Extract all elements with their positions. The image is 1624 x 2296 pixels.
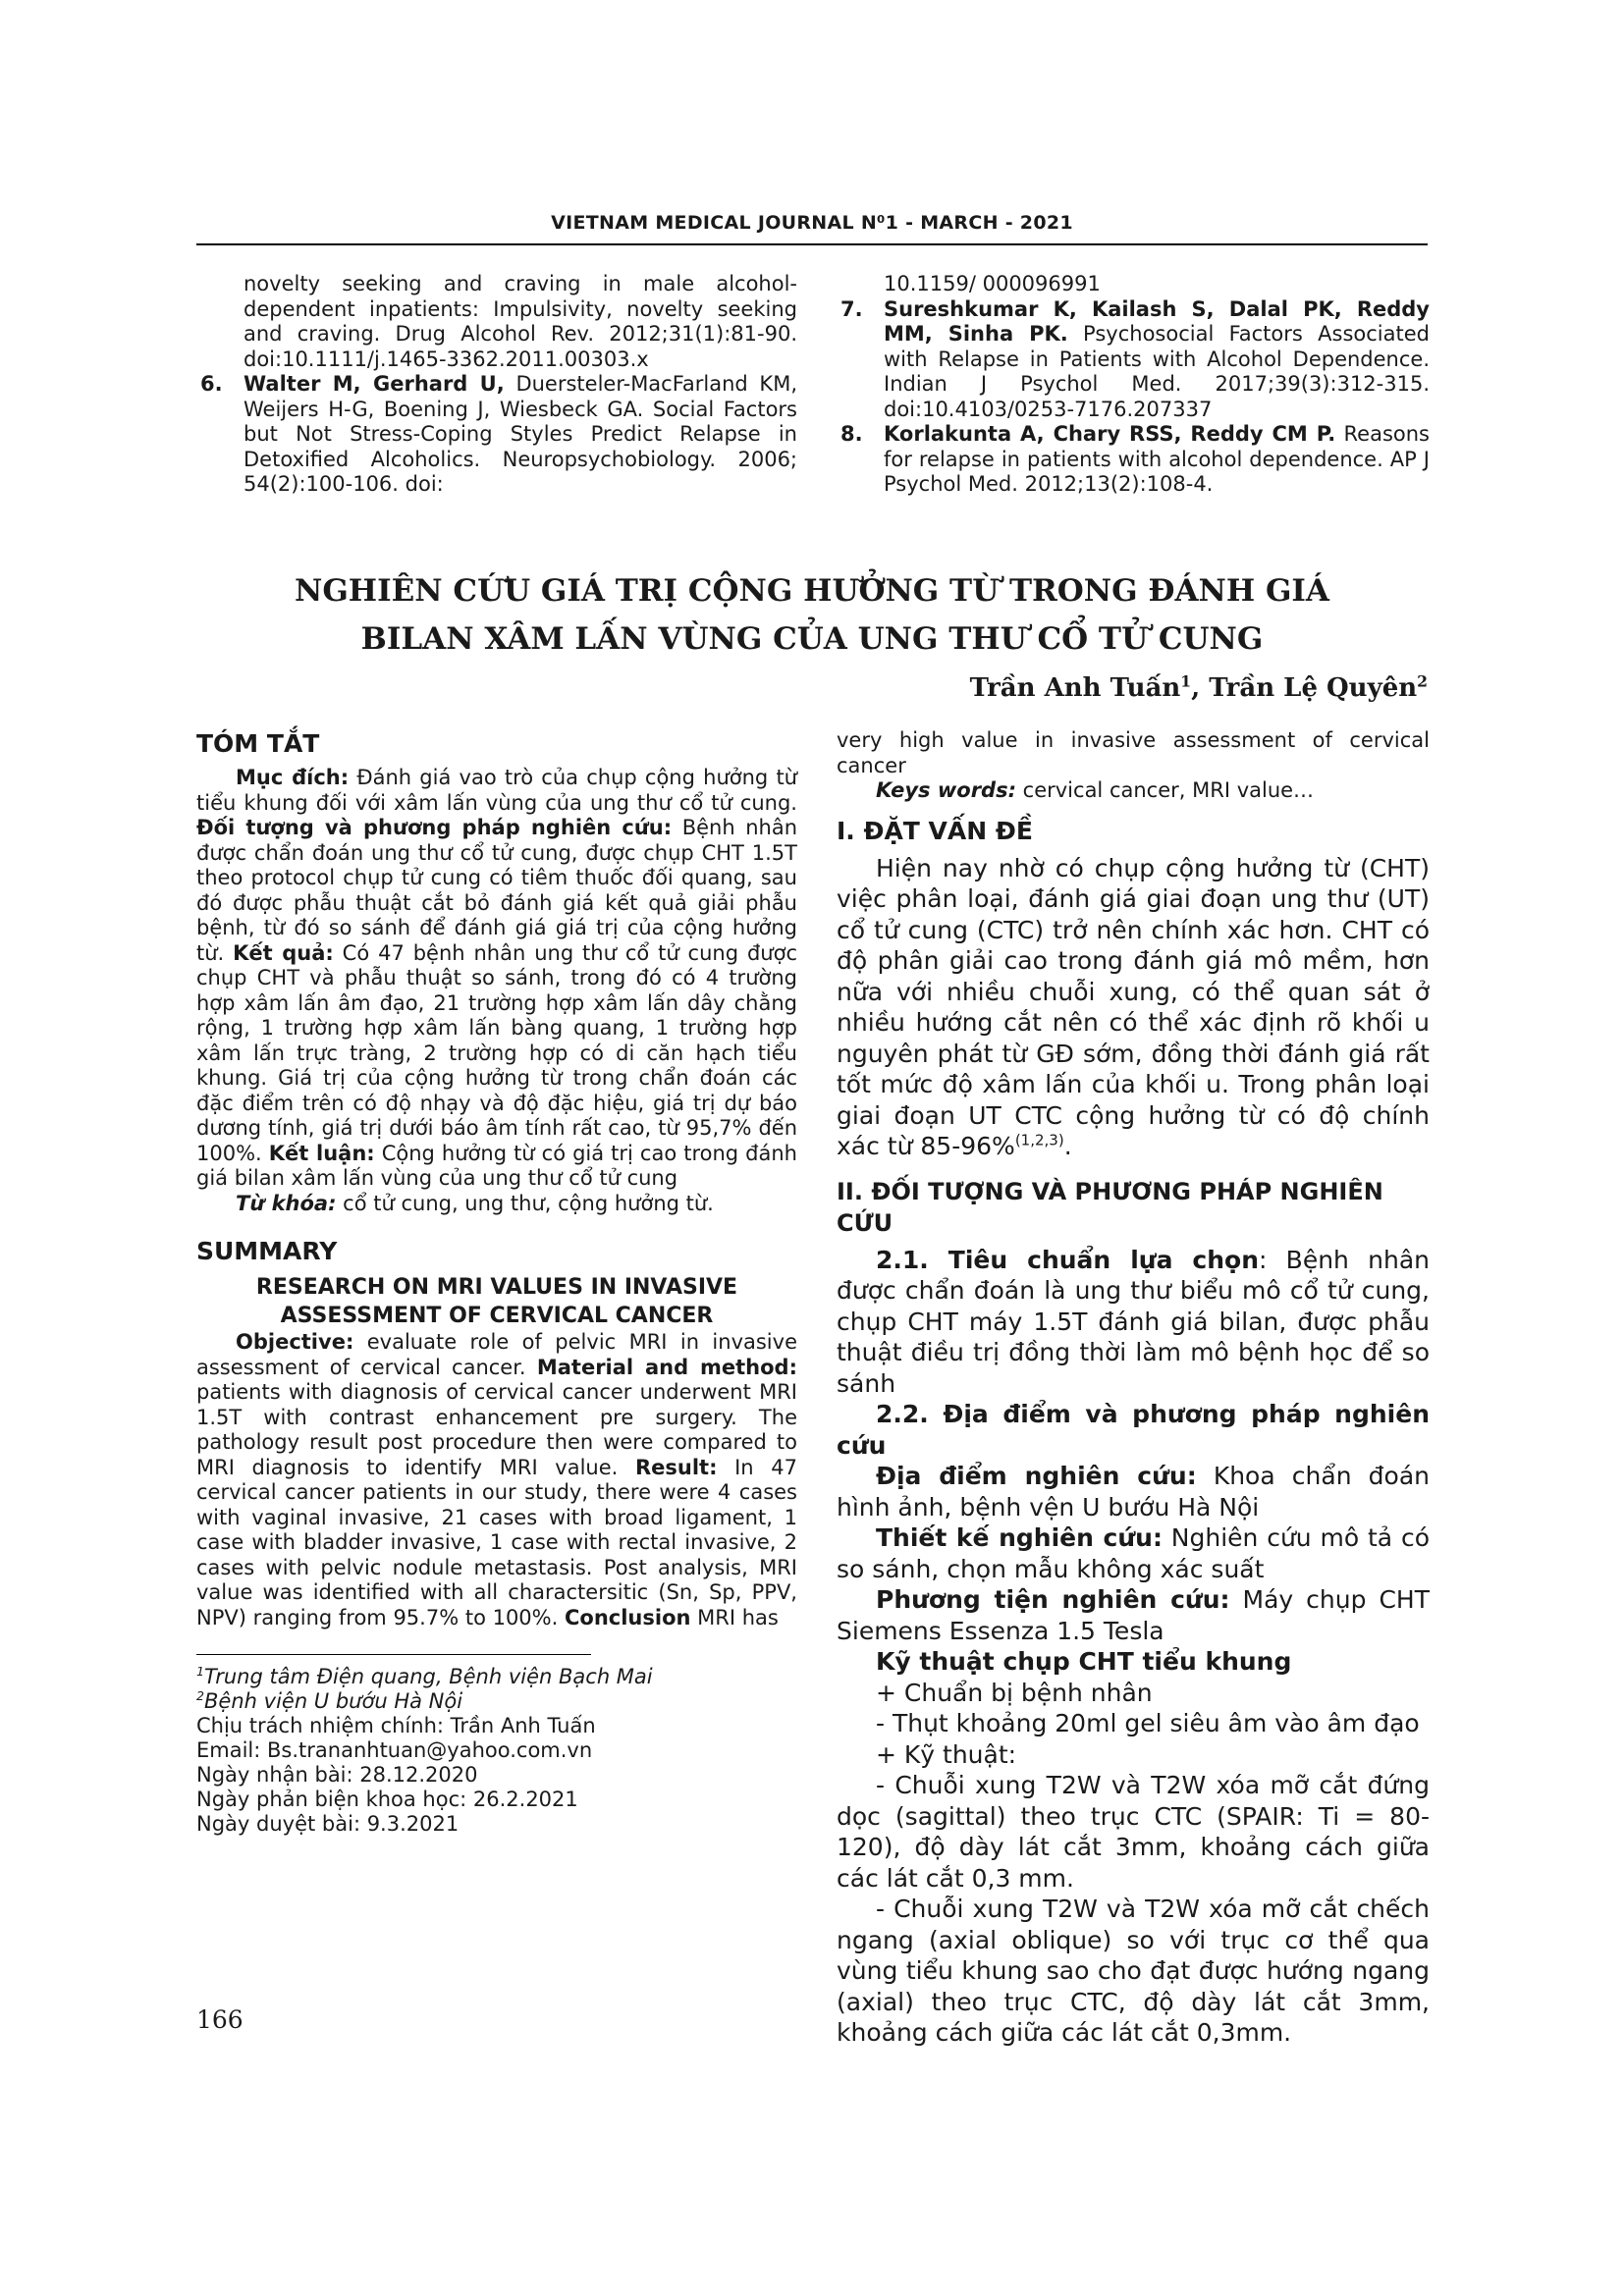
header-rule xyxy=(196,243,1428,245)
author-1: Trần Anh Tuấn xyxy=(969,673,1181,703)
reference-body: Reasons for relapse in patients with alcohol dependence. AP J Psychol Med. 2012;13(2):108-4. xyxy=(884,422,1430,496)
references-right xyxy=(837,272,1430,498)
reference-text xyxy=(244,372,797,498)
section-1-text: Hiện nay nhờ có chụp cộng hưởng từ (CHT) việc phân loại, đánh giá giai đoạn ung thư (UT) cổ tử cung (CTC) trở nên chính xác hơn. CHT có độ phân giải cao trong đánh giá mô mềm, hơn nữa với nhiều chuỗi xung, có thể quan sát ở nhiều hướng cắt nên có thể xác định rõ khối u nguyên phát từ GĐ sớm, đồng thời đánh giá rất tốt mức độ xâm lấn của khối u. Trong phân loại giai đoạn UT CTC cộng hưởng từ có độ chính xác từ 85-96% xyxy=(837,853,1430,1160)
summary-title-line-2: ASSESSMENT OF CERVICAL CANCER xyxy=(280,1304,714,1328)
reference-text xyxy=(884,297,1430,423)
technique-item: - Thụt khoảng 20ml gel siêu âm vào âm đạo xyxy=(876,1709,1420,1737)
summary-label: Result: xyxy=(634,1455,718,1479)
reference-continuation: 10.1159/ 000096991 xyxy=(884,272,1101,295)
author-2-affiliation: 2 xyxy=(1417,671,1428,691)
reference-number: 6. xyxy=(200,372,223,396)
footnote-marker: 1 xyxy=(196,1664,205,1679)
author-separator: , xyxy=(1191,673,1210,703)
footnote-affiliation-2 xyxy=(196,1689,797,1714)
abstract-text: Đánh giá vao trò của chụp cộng hưởng từ tiểu khung đối với xâm lấn vùng của ung thư cổ tử cung. xyxy=(196,766,797,815)
summary-text: MRI has xyxy=(690,1605,779,1629)
technique-item: + Chuẩn bị bệnh nhân xyxy=(876,1678,1153,1707)
summary-text: evaluate role of pelvic MRI in invasive assessment of cervical cancer. xyxy=(196,1330,797,1379)
abstract-label: Mục đích: xyxy=(236,766,350,789)
keywords-text: cổ tử cung, ung thư, cộng hưởng từ. xyxy=(336,1191,714,1215)
field-label: Phương tiện nghiên cứu: xyxy=(876,1585,1230,1614)
summary-label: Conclusion xyxy=(564,1605,691,1629)
abstract-label: Kết luận: xyxy=(268,1141,375,1165)
subsection-label: 2.1. Tiêu chuẩn lựa chọn xyxy=(876,1245,1260,1274)
study-equipment xyxy=(837,1584,1430,1646)
summary-label: Objective: xyxy=(236,1330,354,1354)
section-2-1 xyxy=(837,1245,1430,1400)
title-line-2: BILAN XÂM LẤN VÙNG CỦA UNG THƯ CỔ TỬ CUNG xyxy=(360,621,1264,657)
footnote-text: Trung tâm Điện quang, Bệnh viện Bạch Mai xyxy=(204,1665,653,1688)
abstract-heading: TÓM TẮT xyxy=(196,729,320,758)
right-column xyxy=(837,728,1430,2049)
footnote-reviewed: Ngày phản biện khoa học: 26.2.2021 xyxy=(196,1788,578,1811)
reference-number: 7. xyxy=(840,296,863,321)
subsection-heading: 2.2. Địa điểm và phương pháp nghiên cứu xyxy=(837,1400,1430,1460)
field-text: Khoa chẩn đoán hình ảnh, bệnh vện U bướu Hà Nội xyxy=(837,1462,1430,1522)
summary-title-line-1: RESEARCH ON MRI VALUES IN INVASIVE xyxy=(255,1275,738,1300)
summary-heading: SUMMARY xyxy=(196,1237,338,1265)
summary-label: Material and method: xyxy=(536,1355,797,1379)
reference-continuation: novelty seeking and craving in male alcohol-dependent inpatients: Impulsivity, novelty seeking and craving. Drug Alcohol Rev. 2012;31(1):81-90. doi:10.1111/j.1465-3362.2011.00303.x xyxy=(244,272,797,371)
abstract-text: Có 47 bệnh nhân ung thư cổ tử cung được chụp CHT và phẫu thuật so sánh, trong đó có 4 trường hợp xâm lấn âm đạo, 21 trường hợp xâm lấn dây chằng rộng, 1 trường hợp xâm lấn bàng quang, 1 trường hợp xâm lấn trực tràng, 2 trường hợp có di căn hạch tiểu khung. Giá trị của cộng hưởng từ trong chẩn đoán các đặc điểm trên có độ nhạy và độ đặc hiệu, giá trị dự báo dương tính, giá trị dưới báo âm tính rất cao, từ 95,7% đến 100%. xyxy=(196,940,797,1165)
running-header xyxy=(196,212,1428,245)
section-1-heading: I. ĐẶT VẤN ĐỀ xyxy=(837,816,1033,845)
reference-body: Duersteler-MacFarland KM, Weijers H-G, Boening J, Wiesbeck GA. Social Factors but Not Stress-Coping Styles Predict Relapse in Detoxified Alcoholics. Neuropsychobiology. 2006; 54(2):100-106. doi: xyxy=(244,372,797,496)
study-design xyxy=(837,1522,1430,1584)
keywords-en xyxy=(837,778,1430,804)
summary-text: patients with diagnosis of cervical cancer underwent MRI 1.5T with contrast enhancement pre surgery. The pathology result post procedure then were compared to MRI diagnosis to identify MRI value. xyxy=(196,1380,797,1479)
footnote-rule xyxy=(196,1654,591,1655)
summary-title xyxy=(196,1273,797,1330)
footnote-marker: 2 xyxy=(196,1688,205,1703)
reference-text xyxy=(884,422,1430,498)
page-number: 166 xyxy=(196,2005,244,2034)
footnote-received: Ngày nhận bài: 28.12.2020 xyxy=(196,1763,478,1787)
abstract-text: Cộng hưởng từ có giá trị cao trong đánh giá bilan xâm lấn vùng của ung thư cổ tử cung xyxy=(196,1141,797,1190)
summary-paragraph xyxy=(196,1330,797,1630)
citation-marker: (1,2,3) xyxy=(1014,1131,1064,1149)
field-label: Thiết kế nghiên cứu: xyxy=(876,1523,1163,1552)
title-line-1: NGHIÊN CỨU GIÁ TRỊ CỘNG HƯỞNG TỪ TRONG ĐÁNH GIÁ xyxy=(295,573,1329,609)
references-left xyxy=(196,272,797,498)
author-1-affiliation: 1 xyxy=(1180,671,1192,691)
abstract-paragraph xyxy=(196,766,797,1192)
reference-authors: Walter M, Gerhard U, xyxy=(244,372,505,396)
abstract-label: Kết quả: xyxy=(233,940,334,965)
subsection-text: : Bệnh nhân được chẩn đoán là ung thư biểu mô cổ tử cung, chụp CHT máy 1.5T đánh giá bilan, được phẫu thuật điều trị đồng thời làm mô bệnh học để so sánh xyxy=(837,1245,1430,1398)
journal-header: VIETNAM MEDICAL JOURNAL N⁰1 - MARCH - 2021 xyxy=(551,212,1073,234)
field-text: Nghiên cứu mô tả có so sánh, chọn mẫu không xác suất xyxy=(837,1523,1430,1583)
section-1-paragraph xyxy=(837,853,1430,1162)
reference-authors: Sureshkumar K, Kailash S, Dalal PK, Reddy MM, Sinha PK. xyxy=(884,296,1430,346)
footnote-text: Bệnh viện U bướu Hà Nội xyxy=(204,1689,463,1713)
keywords-label: Keys words: xyxy=(876,778,1016,802)
reference-7 xyxy=(837,297,1430,423)
technique-heading xyxy=(837,1646,1430,1678)
footnote-accepted: Ngày duyệt bài: 9.3.2021 xyxy=(196,1812,460,1836)
technique-item: + Kỹ thuật: xyxy=(876,1739,1017,1769)
field-label: Địa điểm nghiên cứu: xyxy=(876,1462,1197,1490)
article-title xyxy=(196,567,1428,664)
summary-text: In 47 cervical cancer patients in our study, there were 4 cases with vaginal invasive, 21 cases with broad ligament, 1 case with bladder invasive, 1 case with rectal invasive, 2 cases with pelvic nodule metastasis. Post analysis, MRI value was identified with all charactersitic (Sn, Sp, PPV, NPV) ranging from 95.7% to 100%. xyxy=(196,1455,797,1629)
summary-continuation: very high value in invasive assessment of cervical cancer xyxy=(837,728,1430,777)
reference-8 xyxy=(837,422,1430,498)
abstract-text: Bệnh nhân được chẩn đoán ung thư cổ tử cung, được chụp CHT 1.5T theo protocol chụp tử cung có tiêm thuốc đối quang, sau đó được phẫu thuật cắt bỏ đánh giá kết quả giải phẫu bệnh, từ đó so sánh để đánh giá giá trị của cộng hưởng từ. xyxy=(196,816,798,965)
author-2: Trần Lệ Quyên xyxy=(1209,673,1418,703)
authors xyxy=(970,673,1428,703)
reference-6 xyxy=(196,372,797,498)
keywords-vi xyxy=(196,1192,797,1217)
study-location xyxy=(837,1461,1430,1522)
section-2-heading: II. ĐỐI TƯỢNG VÀ PHƯƠNG PHÁP NGHIÊN CỨU xyxy=(837,1177,1383,1237)
technique-item: - Chuỗi xung T2W và T2W xóa mỡ cắt đứng dọc (sagittal) theo trục CTC (SPAIR: Ti = 80-120), độ dày lát cắt 3mm, khoảng cách giữa các lát cắt 0,3 mm. xyxy=(837,1771,1430,1893)
keywords-label: Từ khóa: xyxy=(236,1191,337,1215)
field-text: Máy chụp CHT Siemens Essenza 1.5 Tesla xyxy=(837,1585,1430,1645)
technique-heading-text: Kỹ thuật chụp CHT tiểu khung xyxy=(876,1647,1292,1676)
technique-item: - Chuỗi xung T2W và T2W xóa mỡ cắt chếch ngang (axial oblique) so với trục cơ thể qua vùng tiểu khung sao cho đạt được hướng ngang (axial) theo trục CTC, độ dày lát cắt 3mm, khoảng cách giữa các lát cắt 0,3mm. xyxy=(837,1895,1430,2047)
footnote-email: Email: Bs.trananhtuan@yahoo.com.vn xyxy=(196,1738,593,1762)
left-column xyxy=(196,728,797,1837)
section-1-end: . xyxy=(1063,1132,1072,1160)
section-2-2-heading xyxy=(837,1399,1430,1461)
footnote-affiliation-1 xyxy=(196,1665,797,1689)
reference-number: 8. xyxy=(840,422,863,446)
abstract-label: Đối tượng và phương pháp nghiên cứu: xyxy=(196,816,673,839)
keywords-text: cervical cancer, MRI value… xyxy=(1015,778,1315,802)
reference-body: Psychosocial Factors Associated with Relapse in Patients with Alcohol Dependence. Indian J Psychol Med. 2017;39(3):312-315. doi:10.4103/0253-7176.207337 xyxy=(884,322,1430,421)
footnote-corresponding: Chịu trách nhiệm chính: Trần Anh Tuấn xyxy=(196,1714,596,1737)
reference-authors: Korlakunta A, Chary RSS, Reddy CM P. xyxy=(884,422,1336,446)
